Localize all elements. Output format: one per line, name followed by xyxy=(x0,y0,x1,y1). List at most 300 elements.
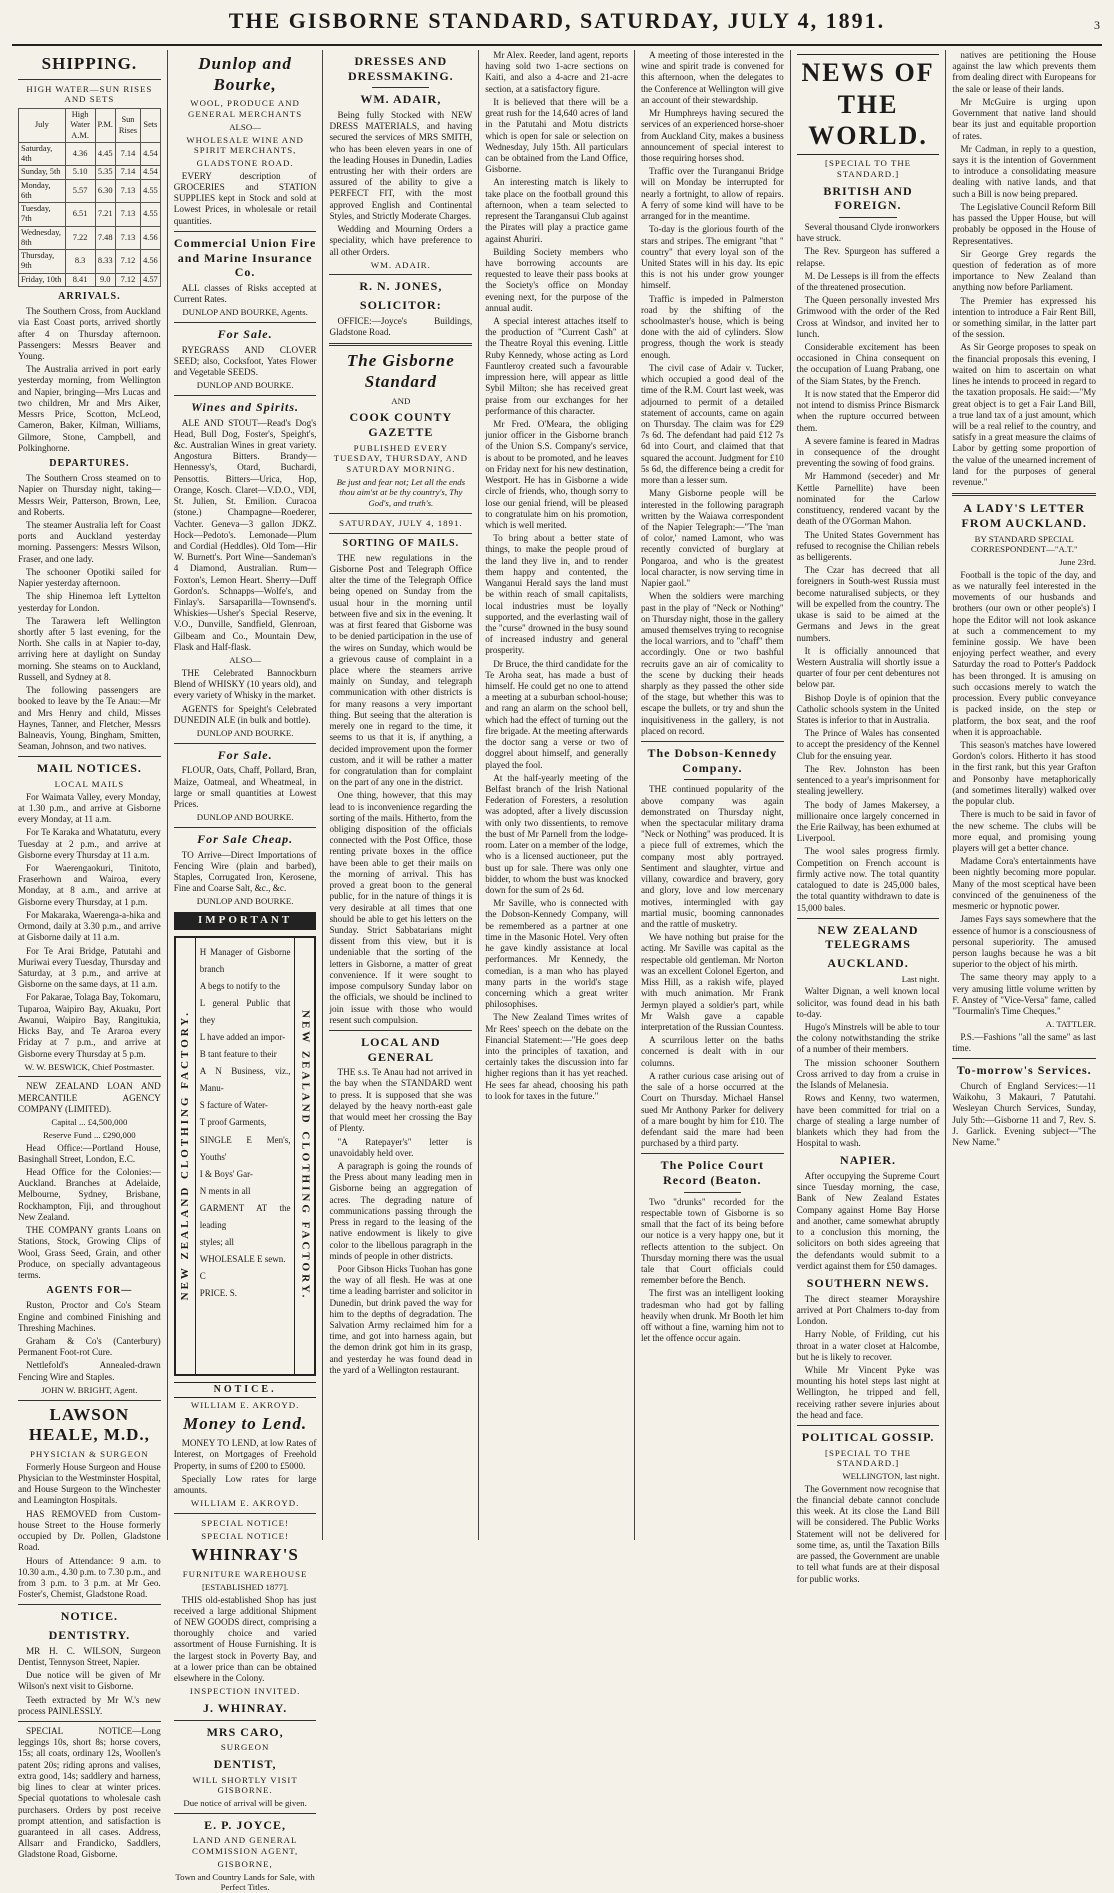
heale-title: LAWSON HEALE, M.D., xyxy=(28,1404,150,1445)
divider xyxy=(174,743,317,744)
clothing-line: styles; all xyxy=(199,1237,234,1248)
special-line: [SPECIAL TO THE STANDARD.] xyxy=(825,158,912,179)
nz-loan-title: NEW ZEALAND LOAN AND MERCANTILE AGENCY COMPANY (LIMITED). xyxy=(18,1081,161,1114)
shipping-note: The Tarawera left Wellington shortly after 5 last evening, for the North. She calls in at Napier to-day, arriving here at daylight on Sunday morning. She steams on to Auckland, Russell, and Sydney at 8. xyxy=(18,615,161,682)
telegram-item: The mission schooner Southern Cross arrived to day from a cruise in the Islands of Melanesia. xyxy=(796,1057,940,1091)
telegram-item: The direct steamer Morayshire arrived at Port Chalmers to-day from London. xyxy=(796,1293,940,1327)
tide-row xyxy=(19,142,161,166)
cable-item: Bishop Doyle is of opinion that the Catholic schools system in the United States is inferior to that in Australia. xyxy=(796,692,940,726)
shipping-heading: SHIPPING. xyxy=(41,54,138,73)
divider xyxy=(18,79,161,80)
local-text: THE s.s. Te Anau had not arrived in the bay when the STANDARD went to press. It is supposed that she was delayed by the heavy north-east gale that would meet her crossing the Bay of Plenty. xyxy=(329,1067,473,1134)
dobson-kennedy-text: We have nothing but praise for the acting. Mr Saville was capital as the respectable old gentleman. Mr Norton was an excellent Colonel Egerton, and Miss Hill, as a rakish wife, played with much animation. Mr Frank Jermyn played a soldier's part, while Mr Walsh gave a capable interpretation of the Russian Countess. xyxy=(640,932,784,1032)
police-text: Two "drunks" recorded for the respectable town of Gisborne is so small that the fact of its being before our notice is a very happy one, but it reflects attention to the subject. On Thursday morning there was the usual tale that Court officials could remember before the Bench. xyxy=(640,1196,784,1286)
southern-heading: SOUTHERN NEWS. xyxy=(806,1276,930,1290)
clothing-line: S facture of Water- xyxy=(199,1100,268,1111)
paper-date: SATURDAY, JULY 4, 1891. xyxy=(339,517,463,528)
mail-text: For Makaraka, Waerenga-a-hika and Ormond, daily at 3.30 p.m., and arrive at Gisborne daily at 11 a.m. xyxy=(18,909,161,943)
cable-item: The Rev. Johnston has been sentenced to a year's imprisonment for stealing jewellery. xyxy=(796,763,940,797)
divider xyxy=(174,1513,317,1514)
solicitor-text: OFFICE:—Joyce's Buildings, Gladstone Road. xyxy=(329,315,473,337)
news-paragraph: At the half-yearly meeting of the Belfast branch of the Irish National Federation of Foresters, a resolution was adopted, after a lively discussion with only two dissentients, to remove the bust of Mr Parnell from the lodge-room. Later on a member of the lodge, who is a licensed auctioneer, put the bust up for sale. There was only one bidder, to whom the bust was knocked down for the sum of 2s 6d. xyxy=(485,772,628,895)
agents-text: Nettlefold's Annealed-drawn Fencing Wire and Staples. xyxy=(18,1360,161,1382)
clothing-factory-ad xyxy=(174,936,317,1376)
tide-row xyxy=(19,179,161,203)
money-text: MONEY TO LEND, at low Rates of Interest, on Mortgages of Freehold Property, in sums of £200 to £5000. xyxy=(173,1438,317,1471)
news-paragraph: To-day is the glorious fourth of the stars and stripes. The emigrant "that " country" that every loyal son of the United States will in his day. Its epic this is not his under grow younger himself. xyxy=(640,224,784,291)
newspaper-columns xyxy=(12,50,1102,1893)
column-5 xyxy=(635,50,791,1540)
wines-text: ALE AND STOUT—Read's Dog's Head, Bull Dog, Foster's, Speight's, &c. Australian Wines in great variety. Angostura Bitters. Brandy—Hennessy's, Otard, Buchardi, Pensottis. Bitters—Urica, Hop, Orange, Kosch. Claret—V.D.O., VDI, St. Julien, St. Emilion. Curacoa (stone.) Champagne—Roederer, Vachter. Geneva—3 gallon JDKZ. Hock—Pedoto's. Lemonade—Plum and Cordial (Heddles). Old Tom—Hir W. Burnett's. Port Wine—Sandeman's 4 Diamond, Australian. Rum—Foxton's, Lemon Heart. Sherry—Duff Gordon's. Schnapps—Wolfe's, and Finlay's. Sarsaparilla—Townsend's. Whiskies—Usher's Special Reserve, V.O., Dunville, Sandfield, Glenroan, Gilbeam and Co., Mountain Dew, Flask and Half-flask. xyxy=(173,417,317,652)
divider xyxy=(18,756,161,757)
dobson-kennedy-text: A rather curious case arising out of the sale of a horse occurred at the Court on Thursday. Michael Hansel sued Mr Anthony Parker for delivery of a mare bought by him for £10. The defendant said the mare had been purchased by a third party. xyxy=(640,1070,784,1149)
saddlery-notice: SPECIAL NOTICE—Long leggings 10s, short 8s; horse covers, 15s; all coats, ordinary 12s, Woollen's patent 20s; riding aprons and valises, extra good, 14s; saddlery and harness, big lines to clear at winter prices. Special quotations to wholesale cash purchasers. Orders by post receive prompt attention, and satisfaction is guaranteed in all cases. Address, Allsarr and Frandicko, Saddlers, Gladstone Road, Gisborne. xyxy=(18,1726,161,1860)
ladys-letter-byline: BY STANDARD SPECIAL CORRESPONDENT—"A.T." xyxy=(970,533,1078,555)
mail-text: For Te Arai Bridge, Patutahi and Muriwai every Tuesday, Thursday and Saturday, at 3 p.m., and arrive at Gisborne on the same days, at 11 a.m. xyxy=(18,945,161,990)
cable-item: The wool sales progress firmly. Competition on French account is firmly active now. The total quantity catalogued to date is 245,000 bales, the total quantity withdrawn to date is 15,000 bales. xyxy=(796,846,940,913)
arrivals-text: The Southern Cross, from Auckland via East Coast ports, arrived shortly after 4 on Thursday afternoon. Passengers: Messrs Beaver and Young. xyxy=(18,306,161,361)
masthead-title: THE GISBORNE STANDARD, SATURDAY, JULY 4, 1891. xyxy=(228,8,886,33)
tide-cell: 7.48 xyxy=(95,226,115,250)
dress-heading: DRESSES AND DRESSMAKING. xyxy=(347,54,454,83)
tide-cell: 4.54 xyxy=(141,142,161,166)
tide-cell: 7.22 xyxy=(65,226,95,250)
column-7 xyxy=(946,50,1102,1540)
sorting-heading: SORTING OF MAILS. xyxy=(342,537,460,549)
departures-heading: DEPARTURES. xyxy=(49,457,130,469)
letter-text: Football is the topic of the day, and as we naturally feel interested in the movements of our husbands and brothers (our own or other people's) I hope the Editor will not look askance at such a commencement to my feminine gossip. We have been enjoying perfect weather, and every Saturday the road to Potter's Paddock has been thronged. It is amusing on such occasions merely to watch the procession. Every public conveyance is packed inside, on the step or platform, the box seat, and the roof when it is approachable. xyxy=(952,569,1096,737)
cable-item: It is now stated that the Emperor did not intend to dismiss Prince Bismarck when the rupture occurred between them. xyxy=(796,388,940,433)
company-signature: JOHN W. BRIGHT, Agent. xyxy=(41,1384,138,1395)
clothing-line: N ments in all xyxy=(199,1185,251,1196)
caro-dentist: DENTIST, xyxy=(213,1757,277,1771)
cheap-text: TO Arrive—Direct Importations of Fencing Wire (plain and barbed), Staples, Corrugated Iron, Kerosene, Fine and Coarse Salt, &c., &c. xyxy=(173,849,317,894)
flour-text: FLOUR, Oats, Chaff, Pollard, Bran, Maize, Oatmeal, and Wheatmeal, in large or small quantities at Lowest Prices. xyxy=(173,765,317,809)
paper-title: The Gisborne Standard xyxy=(346,351,455,391)
jones-title: R. N. JONES, xyxy=(359,279,443,294)
tide-cell: Thursday, 9th xyxy=(19,250,66,274)
tide-header: P.M. xyxy=(95,109,115,143)
dentistry-heading: DENTISTRY. xyxy=(48,1628,131,1643)
agents-text: Graham & Co's (Canterbury) Permanent Foot-rot Cure. xyxy=(18,1336,161,1358)
head-office: Head Office:—Portland House, Basinghall Street, London, E.C. xyxy=(18,1142,161,1164)
divider xyxy=(329,274,472,275)
ladys-letter-date: June 23rd. xyxy=(1059,557,1096,567)
nz-telegrams-heading: NEW ZEALAND TELEGRAMS xyxy=(817,922,919,952)
political-dateline: WELLINGTON, last night. xyxy=(842,1471,940,1482)
ryegrass-text: RYEGRASS AND CLOVER SEED; also, Cocksfoot, Yates Flower and Vegetable SEEDS. xyxy=(173,344,317,377)
mail-text: For Waimata Valley, every Monday, at 1.30 p.m., and arrive at Gisborne every Monday, at 11 a.m. xyxy=(18,791,161,825)
tide-cell: Monday, 6th xyxy=(19,179,66,203)
cable-item: The United States Government has refused to recognise the Chilian rebels as belligerents. xyxy=(796,529,940,562)
tide-cell: 7.12 xyxy=(115,250,140,274)
local-heading: LOCAL AND GENERAL xyxy=(361,1034,441,1064)
departures-text: The schooner Opotiki sailed for Napier yesterday afternoon. xyxy=(18,566,161,589)
telegram-item: Harry Noble, of Frilding, cut his throat in a water closet at Halcombe, but he is likely to recover. xyxy=(796,1329,940,1362)
adair-title: WM. ADAIR, xyxy=(360,92,442,107)
mail-text: For Te Karaka and Whatatutu, every Tuesday at 2 p.m., and arrive at Gisborne every Thursday at 11 a.m. xyxy=(18,827,161,860)
divider xyxy=(797,1425,940,1426)
tide-rows xyxy=(19,142,161,286)
divider xyxy=(952,1058,1096,1059)
cable-item: It is officially announced that Western Australia will shortly issue a quarter of four per cent debentures not below par. xyxy=(796,645,940,690)
whinray-invite: INSPECTION INVITED. xyxy=(189,1686,301,1697)
tide-row xyxy=(19,203,161,227)
divider xyxy=(684,1192,741,1193)
tide-cell: 6.30 xyxy=(95,179,115,203)
commercial-text: ALL classes of Risks accepted at Current Rates. xyxy=(173,282,317,304)
political-text: The Legislative Council Reform Bill has passed the Upper House, but will probably be opposed in the House of Representatives. xyxy=(952,201,1096,246)
whinray-title: WHINRAY'S xyxy=(191,1545,299,1565)
news-paragraph: Many Gisborne people will be interested in the following paragraph written by the Waiawa correspondent of the Napier Telegraph:—"The 'man of color,' named Lamont, who was recently convicted of burglary at Pongaroa, and who is the greatest local character, is now serving time in Napier gaol." xyxy=(640,488,784,589)
arrivals-heading: ARRIVALS. xyxy=(58,290,121,302)
adair-signature: WM. ADAIR. xyxy=(370,259,431,270)
news-paragraph: Traffic is impeded in Palmerston road by the shifting of the schoolmaster's house, which is being done with the aid of cylinders. Slow progress, though the work is steady enough. xyxy=(640,293,784,360)
cable-item: The Queen personally invested Mrs Grimwood with the order of the Red Cross at Windsor, and invited her to lunch. xyxy=(796,295,940,339)
for-sale-heading: For Sale. xyxy=(217,326,273,341)
divider xyxy=(174,231,317,232)
mail-text: For Waerengaokuri, Tinitoto, Fraserhown and Wairoa, every Monday, at 8 a.m., and arrive at Gisborne every Thursday, at 1 p.m. xyxy=(18,863,161,907)
tide-row xyxy=(19,250,161,274)
heale-hours: Hours of Attendance: 9 a.m. to 10.30 a.m., 4.30 p.m. to 7.30 p.m., and from 3 p.m. to 3 p.m. at Mr Geo. Foster's, Chemist, Gladstone Road. xyxy=(18,1555,161,1600)
mail-signature: W. W. BESWICK, Chief Postmaster. xyxy=(24,1061,155,1072)
tide-cell: 4.56 xyxy=(141,250,161,274)
heale-subtitle: PHYSICIAN & SURGEON xyxy=(30,1449,149,1460)
divider xyxy=(372,87,429,88)
clothing-line: H Manager of Gisborne branch xyxy=(199,946,291,974)
tide-cell: 5.57 xyxy=(65,179,95,203)
wines-heading: Wines and Spirits. xyxy=(191,399,300,414)
special-notice: SPECIAL NOTICE! xyxy=(201,1517,289,1528)
divider xyxy=(174,322,317,323)
police-text: The first was an intelligent looking tradesman who had got by falling heavily when drunk. Mr Booth let him off without a fine, warning him not to let the offence occur again. xyxy=(640,1288,784,1344)
divider xyxy=(174,1720,317,1721)
news-paragraph: Mr Alex. Reeder, land agent, reports having sold two 1-acre sections on Kaiti, and also a 4-acre and 21-acre section, at a satisfactory figure. xyxy=(485,50,628,94)
news-paragraph: To bring about a better state of things, to make the people proud of the land they live in, and to render them happy and contented, the Wanganui Herald says the land must be within reach of small capitalists, local industries must be loyally supported, and the everlasting wail of the "curse" drowned in the busy sound of increased industry and general prosperity. xyxy=(485,533,628,656)
local-mails-heading: LOCAL MAILS xyxy=(54,779,125,790)
caro-subtitle: SURGEON xyxy=(220,1742,270,1753)
tide-header: Sun Rises xyxy=(115,109,140,143)
tide-cell: 8.33 xyxy=(95,250,115,274)
letter-text: There is much to be said in favor of the new scheme. The clubs will be more equal, and promising young players will get a better chance. xyxy=(952,809,1096,853)
auckland-heading: AUCKLAND. xyxy=(827,956,909,970)
tide-header: Sets xyxy=(141,109,161,143)
news-paragraph: The New Zealand Times writes of Mr Rees' speech on the debate on the Financial Statement:—"He goes deep into the principles of taxation, and certainly takes the discussion into far higher regions than it has yet reached. He sees far ahead, choosing his path to look for taxes in the future." xyxy=(485,1012,628,1101)
political-special: [SPECIAL TO THE STANDARD.] xyxy=(825,1447,912,1469)
political-text: natives are petitioning the House against the law which prevents them from dealing direct with Europeans for the sale or lease of their lands. xyxy=(952,50,1096,94)
dunlop-signature: DUNLOP AND BOURKE. xyxy=(196,380,294,391)
cable-item: Several thousand Clyde ironworkers have struck. xyxy=(796,221,940,244)
money-heading: Money to Lend. xyxy=(183,1414,308,1434)
mail-heading: MAIL NOTICES. xyxy=(36,761,142,776)
cable-item: The Prince of Wales has consented to accept the presidency of the Kennel Club for the ensuing year. xyxy=(796,728,940,761)
tide-cell: 5.10 xyxy=(65,166,95,179)
arrivals-text: The Australia arrived in port early yesterday morning, from Wellington and Napier, bringing—Mrs Lucas and two children, Mr and Mrs Aiker, Messrs Price, Scotton, McLeod, Cameron, Baker, Kilman, Williams, Gilmore, Stone, Campbell, and Polkinghorne. xyxy=(18,364,161,453)
agents-text: Ruston, Proctor and Co's Steam Engine and combined Finishing and Threshing Machines. xyxy=(18,1300,161,1333)
political-text: The Premier has expressed his intention to introduce a Fair Rent Bill, or something similar, in the latter part of the session. xyxy=(952,295,1096,340)
napier-heading: NAPIER. xyxy=(840,1153,897,1168)
clothing-line: WHOLESALE E sewn. xyxy=(199,1254,286,1265)
whisky-text: THE Celebrated Bannockburn Blend of WHISKY (10 years old), and every variety of Whisky in the market. xyxy=(173,667,317,701)
dunlop-signature: DUNLOP AND BOURKE. xyxy=(196,812,294,823)
news-paragraph: An interesting match is likely to take place on the football ground this afternoon, when a team selected to represent the Tarangansui Club against the Pirates will play a practice game against Ahuriri. xyxy=(485,177,628,244)
cable-item: Considerable excitement has been occasioned in China consequent on the occupation of Luang Prabang, one of the Siam States, by the French. xyxy=(796,342,940,386)
divider xyxy=(18,1076,161,1077)
divider xyxy=(174,1813,317,1814)
clothing-vertical-text: NEW ZEALAND CLOTHING FACTORY. xyxy=(299,1010,312,1301)
divider xyxy=(18,1604,161,1605)
tide-cell: 9.0 xyxy=(95,273,115,286)
tide-header: High Water A.M. xyxy=(65,109,95,143)
tide-title: HIGH WATER—SUN RISES AND SETS xyxy=(26,83,153,105)
clothing-line: T proof Garments, xyxy=(199,1117,267,1128)
political-text: As Sir George proposes to speak on the financial proposals this evening, I waited on him to ascertain on what lines he intends to proceed in regard to the taxation proposals. He said:—"My great object is to get a Fair Land Bill, a true land tax of a just amount, which will be a real relief to the country, and satisfy in a great measure the claims of Labor by getting some proportion of the value of the unearned increment of land for the purposes of general revenue." xyxy=(952,342,1096,488)
tide-cell: 7.12 xyxy=(115,273,140,286)
dunlop-also: ALSO— xyxy=(229,121,261,132)
tide-cell: 7.13 xyxy=(115,203,140,227)
clothing-vertical-text: NEW ZEALAND CLOTHING FACTORY. xyxy=(178,1010,191,1301)
tide-cell: Wednesday, 8th xyxy=(19,226,66,250)
also-label: ALSO— xyxy=(229,655,261,666)
clothing-line: L general Public that they xyxy=(199,997,291,1025)
telegram-item: Walter Dignan, a well known local solicitor, was found dead in his bath to-day. xyxy=(796,986,940,1019)
column-3 xyxy=(323,50,479,1540)
clothing-line: L have added an impor- xyxy=(199,1031,286,1042)
news-paragraph: A special interest attaches itself to the production of "Current Cash" at the Theatre Royal this evening. Little Ruby Kennedy, whose acting as Lord Fauntleroy created such a favourable impression here, will appear as little Sybil Milton; she has received great praise from our exchanges for her performance of this character. xyxy=(485,316,628,416)
tide-cell: 7.13 xyxy=(115,226,140,250)
local-text: "A Ratepayer's" letter is unavoidably held over. xyxy=(329,1136,473,1158)
last-night: Last night. xyxy=(901,973,940,984)
masthead xyxy=(0,8,1114,42)
caro-visit: WILL SHORTLY VISIT GISBORNE. xyxy=(192,1774,298,1796)
clothing-line: I & Boys' Gar- xyxy=(199,1168,253,1179)
news-paragraph: Dr Bruce, the third candidate for the Te Aroha seat, has made a bust of himself. He could get no one to attend a meeting at a suburban school-house; and rang an alarm on the school bell, which had the effect of turning out the fire brigade. At the meeting afterwards the doctor sang a verse or two of doggrel about himself, and generally played the fool. xyxy=(485,658,628,770)
divider xyxy=(797,918,940,919)
shipping-note: The following passengers are booked to leave by the Te Anau:—Mr and Mrs Henry and child, Misses Haynes, Tanner, and Fletcher, Messrs Balneavis, Young, Bingham, Smitten, Seaman, Johnson, and two natives. xyxy=(18,685,161,752)
cable-item: Mr Hammond (seceder) and Mr Kettle Parnellite) have been nominated for the Carlow constituency, rendered vacant by the death of the O'Gorman Mahon. xyxy=(796,471,940,527)
divider xyxy=(174,827,317,828)
tide-cell: 7.13 xyxy=(115,179,140,203)
akroyd-name: WILLIAM E. AKROYD. xyxy=(190,1399,300,1410)
tide-table xyxy=(18,108,161,287)
divider xyxy=(18,1400,161,1401)
clothing-line: A N Business, viz., Manu- xyxy=(199,1066,291,1094)
letter-signature: A. TATTLER. xyxy=(1045,1019,1096,1030)
sorting-text: THE new regulations in the Gisborne Post and Telegraph Office alter the time of the Telegraph Office being opened on Sunday from the usual hour in the morning until between five and six in the evening. It was at first feared that Gisborne was to be denied participation in the use of the wires on Sunday, which would be a grievous cause of complaint in a place where the steamers arrive mainly on Sunday, and telegraph communication with other districts is for many reasons a very important thing. But seeing that the alteration is merely one in regard to the time, it seems to us that it is, if anything, a decided improvement upon the former custom, and it will be rather a matter for congratulation than for complaint on the part of any one in the district. xyxy=(329,552,473,788)
clothing-vertical-left xyxy=(176,938,196,1374)
divider xyxy=(329,513,472,514)
cable-item: A severe famine is feared in Madras in consequence of the drought preventing the sowing of food grains. xyxy=(796,435,940,469)
divider xyxy=(329,1030,472,1031)
services-text: Church of England Services:—11 Waikohu, 3 Makauri, 7 Patutahi. Wesleyan Church Services, Sunday, July 5th:—Gisborne 11 and 7, Rev. S. J. Garlick. Evening subject—"The New Name." xyxy=(952,1081,1096,1148)
dentist-text: MR H. C. WILSON, Surgeon Dentist, Tennyson Street, Napier. xyxy=(18,1645,161,1667)
solicitor-heading: SOLICITOR: xyxy=(359,298,442,313)
political-heading: POLITICAL GOSSIP. xyxy=(801,1430,935,1445)
departures-text: The steamer Australia left for Coast ports and Auckland yesterday morning. Passengers: Messrs Wilson, Fraser, and one lady. xyxy=(18,520,161,564)
telegram-item: Rows and Kenny, two watermen, have been committed for trial on a charge of stealing a large number of blankets which they had from the Hospital to wash. xyxy=(796,1093,940,1149)
column-4 xyxy=(479,50,635,1540)
notice-banner: NOTICE. xyxy=(174,1382,317,1398)
news-paragraph: Mr Humphreys having secured the services of an experienced horse-shoer from Auckland City, makes a business announcement of special interest to those requiring horses shod. xyxy=(640,108,784,163)
dobson-kennedy-text: A scurrilous letter on the baths concerned is dealt with in our columns. xyxy=(640,1035,784,1068)
whinray-established: [ESTABLISHED 1877]. xyxy=(201,1581,289,1592)
dunlop-title: Dunlop and Bourke, xyxy=(198,54,292,94)
tide-cell: 7.21 xyxy=(95,203,115,227)
news-paragraph: A meeting of those interested in the wine and spirit trade is convened for this afternoon, when the delegates to the Conference at Wellington will give an account of their stewardship. xyxy=(640,50,784,105)
tide-row xyxy=(19,166,161,179)
divider xyxy=(641,1153,784,1154)
dobson-kennedy-heading: The Dobson-Kennedy Company. xyxy=(647,746,778,775)
british-heading: BRITISH AND FOREIGN. xyxy=(823,183,913,213)
clothing-vertical-right xyxy=(294,938,314,1374)
whinray-signature: J. WHINRAY. xyxy=(202,1701,288,1716)
political-text: Mr McGuire is urging upon Government that native land should bear its just and equitable proportion of rates. xyxy=(952,96,1096,141)
paper-motto: Be just and fear not; Let all the ends thou aim'st at be thy country's, Thy God's, and truth's. xyxy=(336,476,466,509)
joyce-address: GISBORNE, xyxy=(217,1858,273,1869)
political-text: Sir George Grey regards the question of federation as of more importance to New Zealand than anything now before Parliament. xyxy=(952,248,1096,293)
telegram-item: After occupying the Supreme Court since Tuesday morning, the case, Bank of New Zealand Estates Company against Home Bay Horse and another, came somewhat abruptly to a conclusion this morning, the solicitors on both sides agreeing that the defendants would submit to a verdict against them for £50 damages. xyxy=(796,1171,940,1271)
notice-heading: NOTICE. xyxy=(60,1609,119,1624)
clothing-line: SINGLE E Men's, Youths' xyxy=(199,1134,291,1162)
money-text: Specially Low rates for large amounts. xyxy=(173,1473,317,1496)
political-text: The Government now recognise that the financial debate cannot conclude this week. At its close the Land Bill will be considered. The Public Works Statement will not be delivered for some time, as, until the Taxation Bills are passed, the Government are unable to tell what funds are at their disposal for public works. xyxy=(796,1483,940,1584)
agents-text: AGENTS for Speight's Celebrated DUNEDIN ALE (in bulk and bottle). xyxy=(173,703,317,725)
tide-cell: 8.3 xyxy=(65,250,95,274)
tide-cell: Sunday, 5th xyxy=(19,166,66,179)
for-sale-heading: For Sale. xyxy=(217,747,273,762)
paper-and: AND xyxy=(391,395,411,406)
column-2 xyxy=(168,50,324,1893)
sorting-text: One thing, however, that this may lead to is inconvenience regarding the sorting of the mails. Hitherto, from the obliging disposition of the officials connected with the Post Office, those renting private boxes in the office have been able to get their mails on the morning of arrival. This has proved a great boon to the general public, for in the nature of things it is very desirable at all times that one should be able to get his letters on the Sunday. Strict Sabbatarians might dissent from this view, but it is undeniable that the sorting of the letters in Gisborne, a matter of great convenience. If it were sought to impose compulsory Sunday labor on the officials, we should be inclined to join issue with those who would resent such compulsion. xyxy=(329,790,473,1025)
cable-item: M. De Lesseps is ill from the effects of the threatened prosecution. xyxy=(796,270,940,292)
letter-postscript: P.S.—Fashions "all the same" as last time. xyxy=(952,1031,1096,1054)
tide-header-row xyxy=(19,109,161,143)
company-text: THE COMPANY grants Loans on Stations, Stock, Growing Clips of Wool, Grass Seed, Grain, and other Produce, on specially advantageous terms. xyxy=(18,1225,161,1280)
shipping-note: The ship Hinemoa left Lyttelton yesterday for London. xyxy=(18,591,161,613)
dobson-kennedy-text: THE continued popularity of the above company was again demonstrated on Thursday night, when the spectacular military drama "Neck or Nothing" was produced. It is a piece full of extremes, which the company most ably portrayed. Sentiment and slaughter, virtue and villany, cowardice and bravery, gory and glory, love and low mercenary motives, intermingled with gay martial music, booming cannonades and the rattle of musketry. xyxy=(640,784,784,929)
dunlop-address: GLADSTONE ROAD. xyxy=(196,158,294,169)
heale-text: Formerly House Surgeon and House Physician to the Westminster Hospital, and House Surgeon to the Winchester and Leamington Hospitals. xyxy=(18,1461,161,1506)
joyce-text: LAND AND GENERAL COMMISSION AGENT, xyxy=(191,1835,299,1857)
clothing-line: GARMENT AT the leading xyxy=(199,1202,291,1230)
adair-text: Wedding and Mourning Orders a speciality, which have preference to all other Orders. xyxy=(329,224,473,257)
published-line: PUBLISHED EVERY TUESDAY, THURSDAY, AND SATURDAY MORNING. xyxy=(333,442,468,474)
tide-cell: 4.57 xyxy=(141,273,161,286)
mail-text: For Pakarae, Tolaga Bay, Tokomaru, Tuparoa, Waipiro Bay, Akuaku, Port Awanui, Waipiro Bay, Rangitukia, Hicks Bay, and Te Araroa every Friday at 7 p.m., and arrive at Gisborne every Thursday at 5 p.m. xyxy=(18,992,161,1059)
news-paragraph: Mr Saville, who is connected with the Dobson-Kennedy Company, will be remembered as a partner at one time in the Masonic Hotel. Very often he gave kindly assistance at local performances. Mr Kennedy, the comedian, is a man who has played many parts in the world's stage concerning which a great writer philosophises. xyxy=(485,898,628,1010)
tide-cell: 6.51 xyxy=(65,203,95,227)
page-number: 3 xyxy=(1094,18,1100,32)
tide-cell: 8.41 xyxy=(65,273,95,286)
cable-item: The Czar has decreed that all foreigners in South-west Russia must become naturalised subjects, or they will be expelled from the country. The ukase is said to be aimed at the Germans and Jews in the great numbers. xyxy=(796,565,940,643)
column-6 xyxy=(791,50,947,1584)
local-text: Poor Gibson Hicks Tuohan has gone the way of all flesh. He was at one time a leading barrister and solicitor in Dunedin, but drink paved the way for him to the depths of degradation. The Salvation Army reclaimed him for a time, and got into harness again, but the demon drink got him in its grasp, and yesterday he was found dead in the yard of a Wellington restaurant. xyxy=(329,1263,473,1375)
telegram-item: While Mr Vincent Pyke was mounting his hotel steps last night at Wellington, he tripped and fell, receiving rather severe injuries about the head and face. xyxy=(796,1364,940,1420)
departures-text: The Southern Cross steamed on to Napier on Thursday night, taking—Messrs Weir, Patterson, Brown, Lee, and Roberts. xyxy=(18,473,161,517)
tide-cell: Tuesday, 7th xyxy=(19,203,66,227)
dunlop-subtitle: WOOL, PRODUCE AND GENERAL MERCHANTS xyxy=(188,98,303,120)
money-signature: WILLIAM E. AKROYD. xyxy=(190,1498,300,1509)
tide-cell: Saturday, 4th xyxy=(19,142,66,166)
tide-cell: 4.56 xyxy=(141,226,161,250)
joyce-title: E. P. JOYCE, xyxy=(204,1817,287,1832)
services-heading: To-morrow's Services. xyxy=(956,1063,1092,1078)
letter-text: The same theory may apply to a very amusing little volume written by F. Anstey of "Vice-Versa" fame, called "Tourmalin's Time Cheques." xyxy=(952,972,1096,1017)
tide-header: July xyxy=(19,109,66,143)
for-sale-cheap-heading: For Sale Cheap. xyxy=(197,831,294,846)
cable-item: The body of James Makersey, a millionaire once largely concerned in the Erie Railway, has been exhumed at Liverpool. xyxy=(796,799,940,844)
clothing-line: A begs to notify to the xyxy=(199,980,280,991)
joyce-text: Town and Country Lands for Sale, with Perfect Titles. xyxy=(175,1871,315,1893)
news-paragraph: The civil case of Adair v. Tucker, which occupied a good deal of the time of the R.M. Court last week, was adjourned to permit of a detailed statement of accounts, came on again on Thursday. The claim was for £29 7s 6d. The defendant had paid £12 7s 6d into Court, and claimed that that squared the account. Judgment for £10 5s 6d, the difference being a credit for more than a lesser sum. xyxy=(640,362,784,486)
divider xyxy=(684,779,741,780)
local-text: A paragraph is going the rounds of the Press about many leading men in Gisborne being an aggregation of acres. The degrading nature of communications passing through the Press in regard to the leasing of the native endowment is likely to give color to the libellous paragraph in the minds of people in other districts. xyxy=(329,1160,473,1261)
letter-text: James Fays says somewhere that the essence of humor is a consciousness of personal superiority. The amused person laughs because he was a bit superior to the object of his mirth. xyxy=(952,914,1096,970)
divider xyxy=(839,217,896,218)
dunlop-text: EVERY description of GROCERIES and STATION SUPPLIES kept in Stock and sold at Lowest Prices, in wholesale or retail quantities. xyxy=(173,170,317,226)
cable-item: The Rev. Spurgeon has suffered a relapse. xyxy=(796,246,940,268)
news-paragraph: When the soldiers were marching past in the play of "Neck or Nothing" on Thursday night, those in the gallery amused themselves trying to recognise the local warriors, and to "chaff" them accordingly. One or two bashful recruits gave an air of comicality to the scene by ducking their heads sharply as they passed the other side of the stage, but whether this was to escape the bullets, or try and shun the inquisitiveness in the gallery, is not placed on record. xyxy=(640,591,784,736)
news-paragraph: Mr Fred. O'Meara, the obliging junior officer in the Gisborne branch of the Union S.S. Company's service, is about to be promoted, and he leaves on Friday next for his new destination, Westport. He has in Gisborne a wide circle of friends, who, though sorry to lose our genial friend, will be pleased to congratulate him on his promotion, which is well merited. xyxy=(485,419,628,530)
divider xyxy=(329,533,472,534)
tide-cell: 7.14 xyxy=(115,166,140,179)
dentist-text: Teeth extracted by Mr W.'s new process PAINLESSLY. xyxy=(18,1694,161,1716)
news-paragraph: Building Society members who have borrowing accounts are requested to leave their pass books at the Society's office on Monday evening next, for the purpose of the annual audit. xyxy=(485,246,628,313)
caro-title: MRS CARO, xyxy=(206,1724,284,1739)
tide-row xyxy=(19,226,161,250)
paper-subtitle: COOK COUNTY GAZETTE xyxy=(349,410,453,439)
tide-cell: 4.36 xyxy=(65,142,95,166)
commercial-signature: DUNLOP AND BOURKE, Agents. xyxy=(182,307,308,318)
divider xyxy=(329,343,472,346)
agents-heading: AGENTS FOR— xyxy=(46,1285,133,1297)
dunlop-signature: DUNLOP AND BOURKE. xyxy=(196,896,294,907)
important-banner: IMPORTANT xyxy=(174,912,317,929)
masthead-rule xyxy=(12,44,1102,46)
column-1 xyxy=(12,50,168,1860)
divider xyxy=(174,395,317,396)
divider xyxy=(18,1721,161,1722)
ladys-letter-heading: A LADY'S LETTER FROM AUCKLAND. xyxy=(961,501,1087,530)
tide-cell: 5.35 xyxy=(95,166,115,179)
capital-line: Capital ... £4,500,000 xyxy=(51,1117,128,1128)
letter-text: Madame Cora's entertainments have been nightly becoming more popular. Many of the most sceptical have been convinced of the genuineness of the mesmeric or hypnotic power. xyxy=(952,856,1096,912)
dunlop-signature: DUNLOP AND BOURKE. xyxy=(196,727,294,738)
tide-cell: 4.55 xyxy=(141,203,161,227)
clothing-line: B tant feature to their xyxy=(199,1049,277,1060)
special-notice: SPECIAL NOTICE! xyxy=(201,1530,289,1541)
dunlop-subtitle: WHOLESALE WINE AND SPIRIT MERCHANTS, xyxy=(186,134,304,156)
tide-cell: 4.54 xyxy=(141,166,161,179)
tide-cell: 4.45 xyxy=(95,142,115,166)
head-office-colonies: Head Office for the Colonies:—Auckland. Branches at Adelaide, Melbourne, Sydney, Brisbane, Rockhampton, Fiji, and throughout New Zealand. xyxy=(18,1167,161,1222)
police-heading: The Police Court Record (Beaton. xyxy=(660,1158,764,1187)
tide-row xyxy=(19,273,161,286)
tide-cell: 4.55 xyxy=(141,179,161,203)
clothing-body xyxy=(196,938,295,1374)
reserve-line: Reserve Fund ... £290,000 xyxy=(43,1129,136,1140)
caro-text: Due notice of arrival will be given. xyxy=(183,1798,307,1809)
whinray-text: THIS old-established Shop has just received a large additional Shipment of NEW GOODS direct, comprising a thoroughly choice and varied assortment of House Furnishing. It is the largest stock in Poverty Bay, and at a lower price than can be obtained elsewhere in the Colony. xyxy=(173,1594,317,1684)
news-of-the-world-heading: NEWS OF THE WORLD. xyxy=(797,54,940,155)
heale-text: HAS REMOVED from Custom-house Street to the House formerly occupied by Dr. Pollen, Gladstone Road. xyxy=(18,1508,161,1553)
clothing-line: C xyxy=(199,1271,206,1282)
whinray-subtitle: FURNITURE WAREHOUSE xyxy=(182,1569,308,1580)
political-text: Mr Cadman, in reply to a question, says it is the intention of Government to introduce a consolidating measure dealing with native lands, and that such a Bill is now being prepared. xyxy=(952,143,1096,199)
news-paragraph: It is believed that there will be a great rush for the 14,640 acres of land in the Patutahi and Motu districts which is open for sale or selection on Wednesday, July 15th. All particulars can be obtained from the Land Office, Gisborne. xyxy=(485,96,628,175)
dentist-text: Due notice will be given of Mr Wilson's next visit to Gisborne. xyxy=(18,1670,161,1692)
letter-text: This season's matches have lowered Gordon's colors. Hitherto it has stood in the first rank, but this year Grafton and Ponsonby have metaphorically (and sometimes literally) walked over the popular club. xyxy=(952,740,1096,807)
